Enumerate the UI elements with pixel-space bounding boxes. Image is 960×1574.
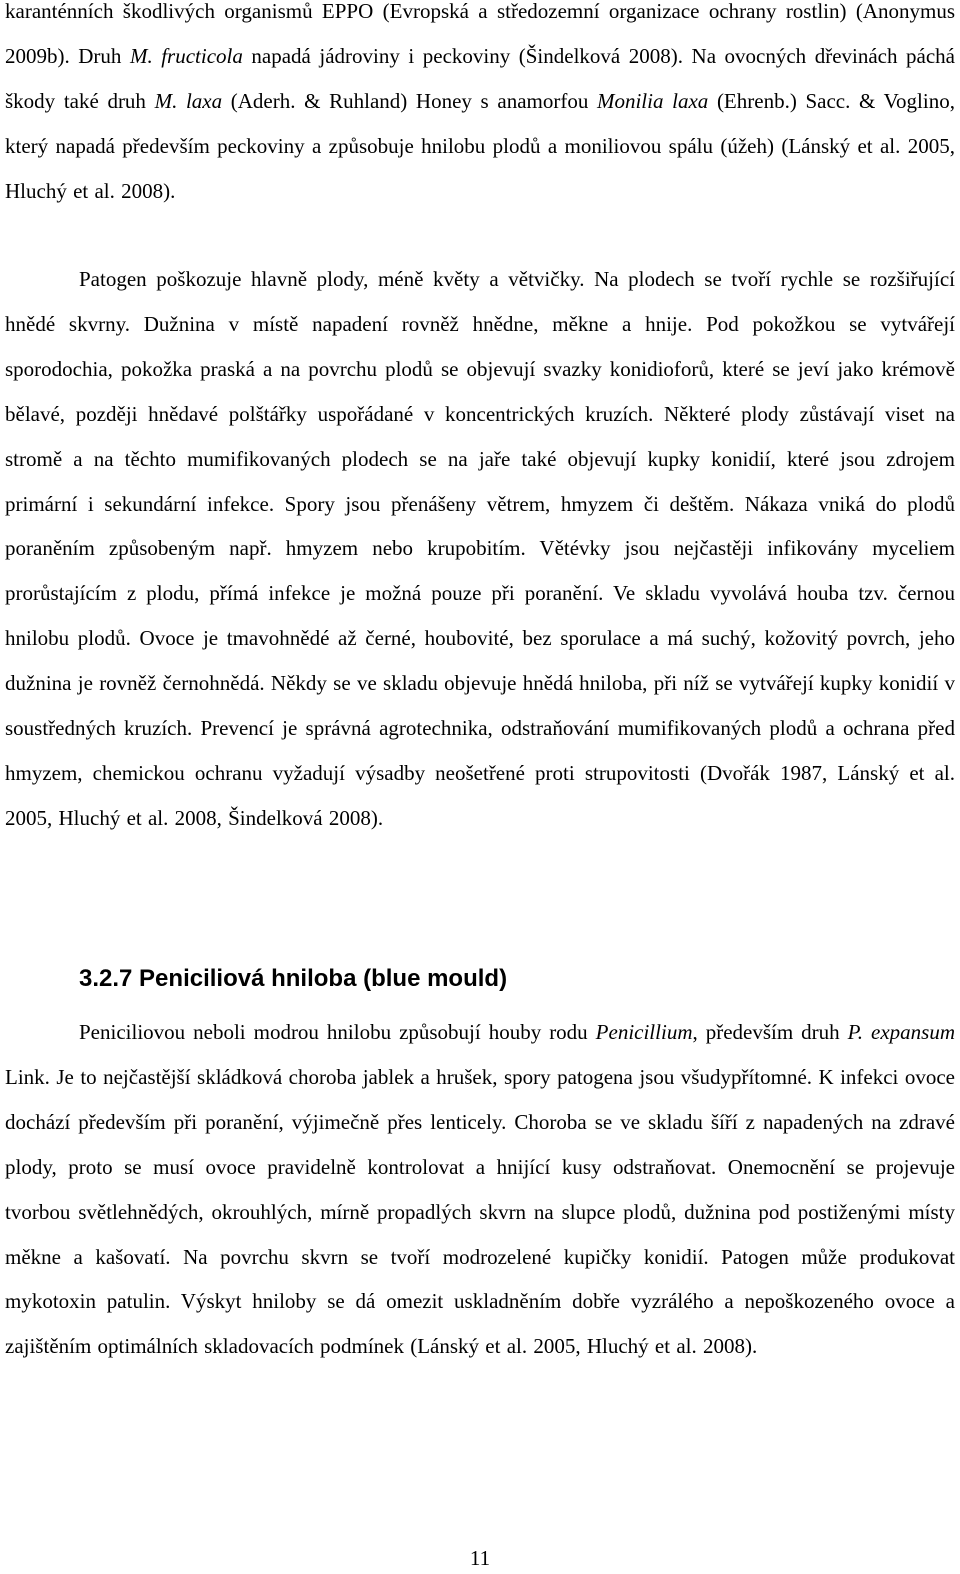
text-run: (Aderh. & Ruhland) Honey s anamorfou (222, 88, 597, 113)
section-heading: 3.2.7 Peniciliová hniloba (blue mould) (79, 965, 508, 992)
species-name: M. fructicola (129, 43, 243, 68)
text-run: Peniciliovou neboli modrou hnilobu způsobují houby rodu (79, 1020, 596, 1044)
genus-name: Penicillium (595, 1020, 693, 1044)
text-run: , především druh (692, 1020, 848, 1044)
species-name: M. laxa (154, 88, 223, 113)
text-run: Link. Je to nejčastější skládková choroba jablek a hrušek, spory patogena jsou všudypřítomné. K infekci ovoce dochází především při poranění, výjimečně přes lenticely. Choroba se ve skladu šíří z napadených na zdravé plody, proto se musí ovoce pravidelně kontrolovat a hnijící kusy odstraňovat. Onemocnění se projevuje tvorbou světlehnědých, okrouhlých, mírně propadlých skvrn na slupce plodů, dužnina pod postiženými místy měkne a kašovatí. Na povrchu skvrn se tvoří modrozelené kupičky konidií. Patogen může produkovat mykotoxin patulin. Výskyt hniloby se dá omezit uskladněním dobře vyzrálého a nepoškozeného ovoce a zajištěním optimálních skladovacích podmínek (Lánský et al. 2005, Hluchý et al. 2008). (5, 1064, 955, 1359)
species-name: P. expansum (847, 1020, 955, 1044)
text-run: (Ehrenb.) Sacc. & Voglino, který napadá především peckoviny a způsobuje hnilobu plodů a moniliovou spálu (úžeh) (Lánský et al. 2005, Hluchý et al. 2008). (5, 88, 955, 203)
text-run: karanténních škodlivých organismů EPPO (Evropská a středozemní organizace ochrany rostlin) (Anonymus 2009b). Druh (5, 0, 955, 68)
text-run: napadá jádroviny i peckoviny (Šindelková 2008). Na ovocných dřevinách páchá škody také druh (5, 43, 955, 113)
paragraph-monilinia-species (5, 0, 955, 214)
text-run: Patogen poškozuje hlavně plody, méně květy a větvičky. Na plodech se tvoří rychle se rozšiřující hnědé skvrny. Dužnina v místě napadení rovněž hnědne, měkne a hnije. Pod pokožkou se vytvářejí sporodochia, pokožka praská a na povrchu plodů se objevují svazky konidioforů, které se jeví jako krémově bělavé, později hnědavé polštářky uspořádané v koncentrických kruzích. Některé plody zůstávají viset na stromě a na těchto mumifikovaných plodech se na jaře také objevují kupky konidií, které jsou zdrojem primární i sekundární infekce. Spory jsou přenášeny větrem, hmyzem či deštěm. Nákaza vniká do plodů poraněním způsobeným např. hmyzem nebo krupobitím. Větévky jsou nejčastěji infikovány myceliem prorůstajícím z plodu, přímá infekce je možná pouze při poranění. Ve skladu vyvolává houba tzv. černou hnilobu plodů. Ovoce je tmavohnědé až černé, houbovité, bez sporulace a má suchý, kožovitý povrch, jeho dužnina je rovněž černohnědá. Někdy se ve skladu objevuje hnědá hniloba, při níž se vytvářejí kupky konidií v soustředných kruzích. Prevencí je správná agrotechnika, odstraňování mumifikovaných plodů a ochrana před hmyzem, chemickou ochranu vyžadují výsadby neošetřené proti strupovitosti (Dvořák 1987, Lánský et al. 2005, Hluchý et al. 2008, Šindelková 2008). (5, 267, 955, 830)
paragraph-pathogen-symptoms (5, 257, 955, 841)
page-number: 11 (469, 1546, 491, 1570)
species-name: Monilia laxa (596, 88, 709, 113)
paragraph-blue-mould (5, 1010, 955, 1369)
